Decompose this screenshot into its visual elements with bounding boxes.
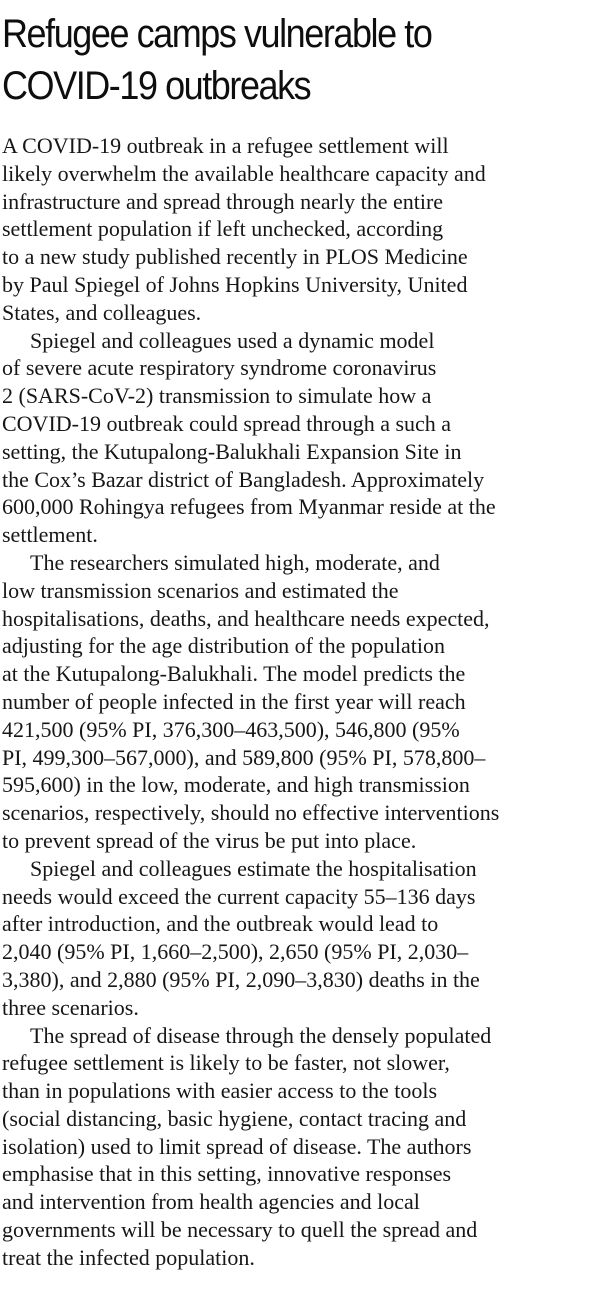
text-line: treat the infected population.	[2, 1244, 255, 1270]
paragraph-4	[2, 855, 598, 1022]
text-line: governments will be necessary to quell the spread and	[2, 1217, 478, 1243]
text-line: setting, the Kutupalong-Balukhali Expansion Site in	[2, 438, 462, 464]
text-line: needs would exceed the current capacity 55–136 days	[2, 883, 476, 909]
paragraph-1	[2, 132, 598, 327]
text-line: number of people infected in the first year will reach	[2, 688, 466, 714]
headline-line: Refugee camps vulnerable to	[2, 12, 432, 56]
text-line: and intervention from health agencies and local	[2, 1189, 420, 1215]
headline	[2, 8, 596, 112]
text-line: refugee settlement is likely to be faster, not slower,	[2, 1050, 450, 1076]
text-line: than in populations with easier access to the tools	[2, 1078, 438, 1104]
text-line: at the Kutupalong-Balukhali. The model predicts the	[2, 661, 466, 687]
text-line: after introduction, and the outbreak would lead to	[2, 911, 439, 937]
text-line: likely overwhelm the available healthcare capacity and	[2, 160, 486, 186]
text-line: of severe acute respiratory syndrome coronavirus	[2, 355, 437, 381]
text-line: the Cox’s Bazar district of Bangladesh. Approximately	[2, 466, 485, 492]
text-line: settlement.	[2, 522, 98, 548]
text-line: 600,000 Rohingya refugees from Myanmar reside at the	[2, 494, 496, 520]
text-line: (social distancing, basic hygiene, contact tracing and	[2, 1105, 467, 1131]
text-line: 2 (SARS-CoV-2) transmission to simulate how a	[2, 383, 432, 409]
text-line: Spiegel and colleagues estimate the hospitalisation	[30, 855, 477, 881]
article-body	[2, 132, 598, 1272]
text-line: to prevent spread of the virus be put into place.	[2, 827, 417, 853]
paragraph-2	[2, 327, 598, 549]
text-line: 2,040 (95% PI, 1,660–2,500), 2,650 (95% PI, 2,030–	[2, 939, 469, 965]
text-line: three scenarios.	[2, 994, 139, 1020]
text-line: by Paul Spiegel of Johns Hopkins University, United	[2, 271, 468, 297]
text-line: The spread of disease through the densely populated	[30, 1022, 492, 1048]
text-line: 421,500 (95% PI, 376,300–463,500), 546,800 (95%	[2, 716, 460, 742]
text-line: settlement population if left unchecked, according	[2, 216, 444, 242]
text-line: scenarios, respectively, should no effective interventions	[2, 800, 500, 826]
text-line: emphasise that in this setting, innovative responses	[2, 1161, 452, 1187]
text-line: A COVID-19 outbreak in a refugee settlement will	[2, 133, 449, 158]
text-line: The researchers simulated high, moderate, and	[30, 549, 440, 575]
text-line: to a new study published recently in PLOS Medicine	[2, 244, 468, 270]
paragraph-3	[2, 549, 598, 855]
text-line: infrastructure and spread through nearly the entire	[2, 188, 444, 214]
text-line: low transmission scenarios and estimated the	[2, 577, 399, 603]
text-line: PI, 499,300–567,000), and 589,800 (95% PI, 578,800–	[2, 744, 486, 770]
text-line: adjusting for the age distribution of the population	[2, 633, 445, 659]
text-line: Spiegel and colleagues used a dynamic model	[30, 327, 435, 353]
text-line: 595,600) in the low, moderate, and high transmission	[2, 772, 470, 798]
article	[2, 0, 598, 1272]
text-line: COVID-19 outbreak could spread through a such a	[2, 410, 452, 436]
headline-line: COVID-19 outbreaks	[2, 64, 311, 108]
paragraph-5	[2, 1022, 598, 1272]
text-line: isolation) used to limit spread of disease. The authors	[2, 1133, 472, 1159]
text-line: hospitalisations, deaths, and healthcare needs expected,	[2, 605, 490, 631]
text-line: 3,380), and 2,880 (95% PI, 2,090–3,830) deaths in the	[2, 966, 480, 992]
text-line: States, and colleagues.	[2, 299, 202, 325]
